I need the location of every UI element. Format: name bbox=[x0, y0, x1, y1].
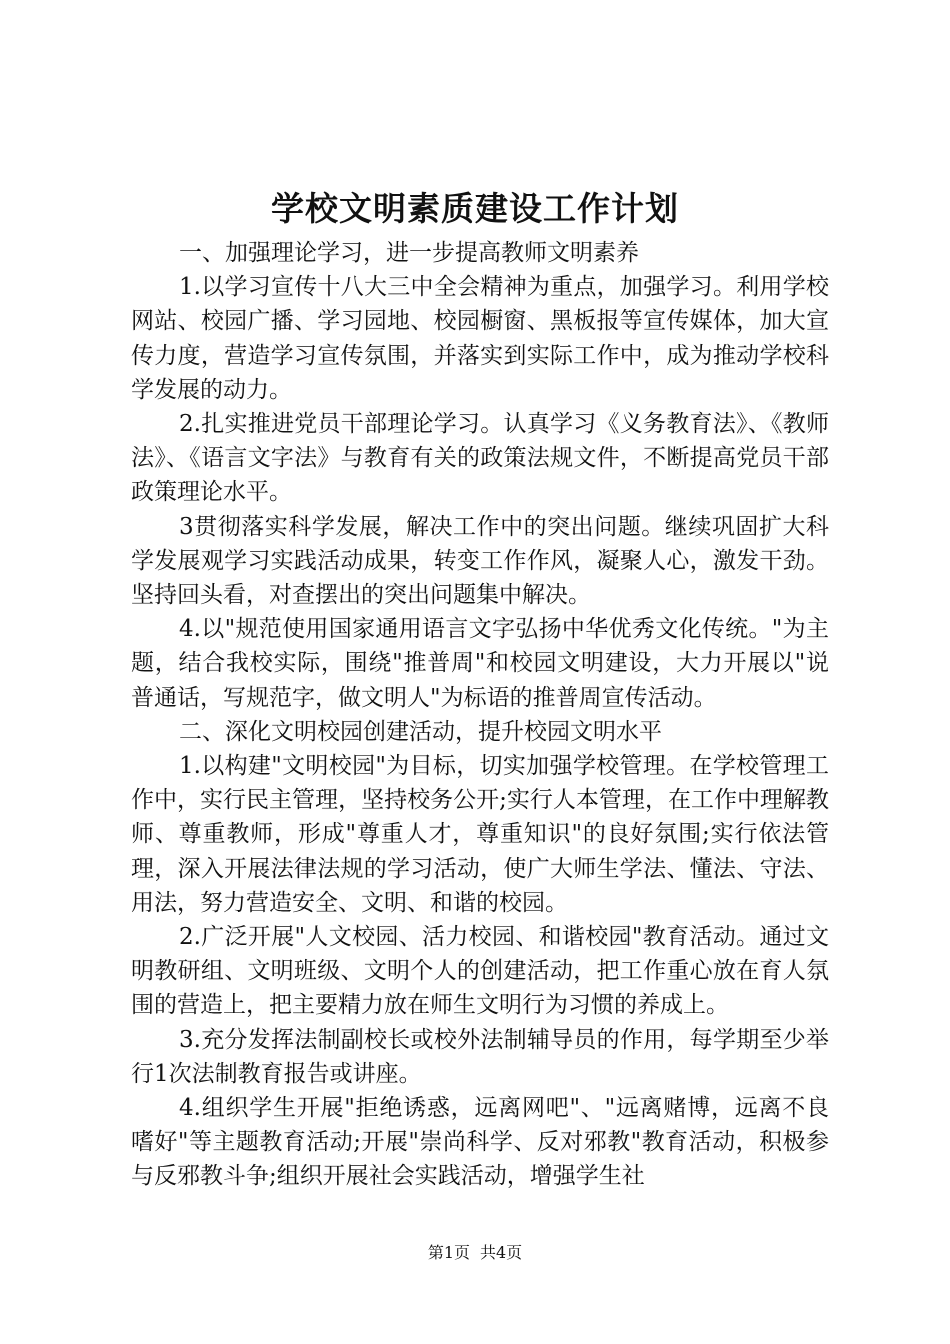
paragraph: 1.以学习宣传十八大三中全会精神为重点，加强学习。利用学校网站、校园广播、学习园地、校园橱窗、黑板报等宣传媒体，加大宣传力度，营造学习宣传氛围，并落实到实际工作中，成为推动学校科学发展的动力。 bbox=[131, 274, 829, 403]
paragraph: 2.广泛开展"人文校园、活力校园、和谐校园"教育活动。通过文明教研组、文明班级、文明个人的创建活动，把工作重心放在育人氛围的营造上，把主要精力放在师生文明行为习惯的养成上。 bbox=[131, 924, 829, 1019]
section-heading-1: 一、加强理论学习，进一步提高教师文明素养 bbox=[179, 240, 639, 266]
document-title: 学校文明素质建设工作计划 bbox=[271, 189, 679, 228]
section-heading-2: 二、深化文明校园创建活动，提升校园文明水平 bbox=[179, 718, 662, 745]
page-footer bbox=[0, 1241, 950, 1265]
paragraph: 4.以"规范使用国家通用语言文字弘扬中华优秀文化传统。"为主题，结合我校实际，围绕"推普周"和校园文明建设，大力开展以"说普通话，写规范字，做文明人"为标语的推普周宣传活动。 bbox=[131, 616, 829, 711]
document-body bbox=[131, 236, 829, 1194]
page-number: 第1页 bbox=[427, 1243, 470, 1262]
paragraph: 1.以构建"文明校园"为目标，切实加强学校管理。在学校管理工作中，实行民主管理，坚持校务公开;实行人本管理，在工作中理解教师、尊重教师，形成"尊重人才，尊重知识"的良好氛围;实行依法管理，深入开展法律法规的学习活动，使广大师生学法、懂法、守法、用法，努力营造安全、文明、和谐的校园。 bbox=[131, 753, 829, 916]
paragraph: 2.扎实推进党员干部理论学习。认真学习《义务教育法》、《教师法》、《语言文字法》与教育有关的政策法规文件，不断提高党员干部政策理论水平。 bbox=[131, 411, 829, 506]
page-total: 共4页 bbox=[480, 1243, 523, 1262]
paragraph: 3.充分发挥法制副校长或校外法制辅导员的作用，每学期至少举行1次法制教育报告或讲座。 bbox=[131, 1026, 829, 1087]
paragraph: 3贯彻落实科学发展，解决工作中的突出问题。继续巩固扩大科学发展观学习实践活动成果，转变工作作风，凝聚人心，激发干劲。坚持回头看，对查摆出的突出问题集中解决。 bbox=[131, 513, 829, 609]
paragraph: 4.组织学生开展"拒绝诱惑，远离网吧"、"远离赌博，远离不良嗜好"等主题教育活动;开展"崇尚科学、反对邪教"教育活动，积极参与反邪教斗争;组织开展社会实践活动，增强学生社 bbox=[131, 1095, 829, 1190]
